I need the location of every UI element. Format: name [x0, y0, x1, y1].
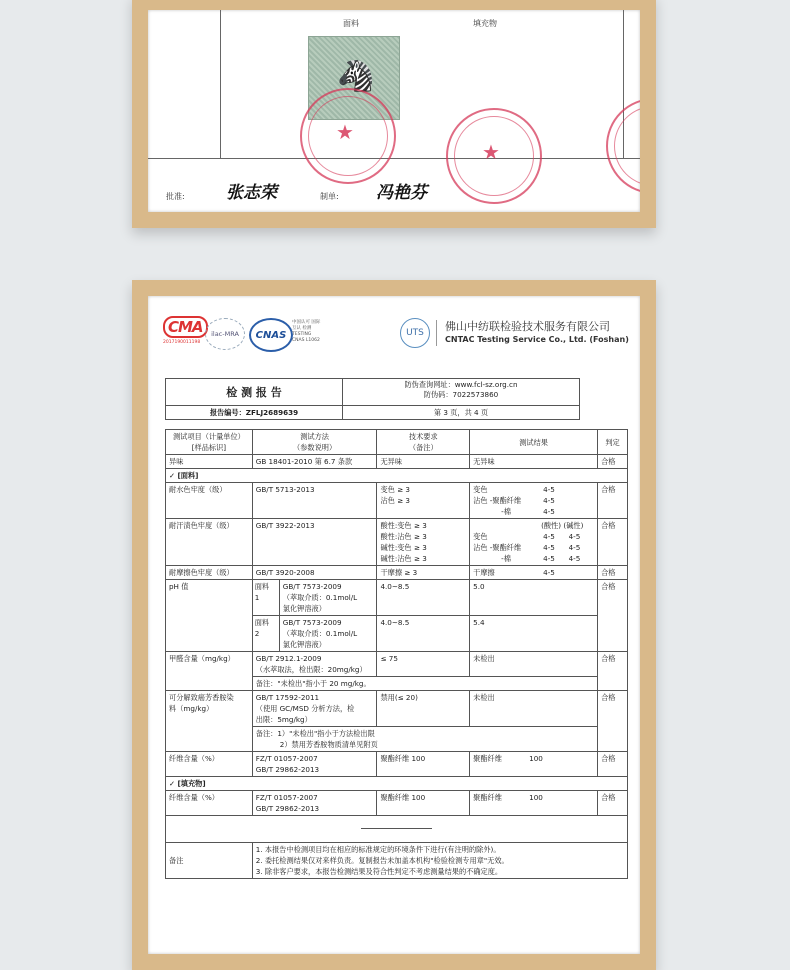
- result-label: -棉: [501, 507, 511, 516]
- row-req: 无异味: [377, 455, 470, 469]
- table-row: [166, 455, 628, 469]
- table-row: [166, 752, 628, 777]
- result-head: (酸性) (碱性): [541, 521, 584, 530]
- prepare-signature: 冯艳芬: [376, 183, 427, 203]
- req-line: 沾色 ≥ 3: [380, 496, 410, 505]
- sample-number: 1: [254, 593, 260, 602]
- row-method: GB/T 29862-2013: [255, 765, 320, 774]
- result-label: 变色: [473, 485, 488, 494]
- org-name-en: CNTAC Testing Service Co., Ltd. (Foshan): [445, 335, 629, 344]
- report-title-block: [165, 378, 580, 420]
- req-line: 碱性:沾色 ≥ 3: [380, 554, 427, 563]
- row-item: 耐水色牢度（级）: [166, 483, 253, 519]
- row-result: 未检出: [470, 691, 598, 727]
- row-note: 备注："未检出"指小于 20 mg/kg。: [252, 677, 597, 691]
- ilac-label: ilac-MRA: [211, 330, 239, 338]
- row-judge: 合格: [598, 752, 628, 777]
- report-frame: [132, 280, 656, 970]
- row-judge: 合格: [598, 580, 628, 652]
- table-row: [166, 566, 628, 580]
- row-item: 甲醛含量（mg/kg）: [166, 652, 253, 691]
- row-item: 料（mg/kg）: [169, 704, 214, 713]
- filling-section-label: ✓ [填充物]: [166, 777, 628, 791]
- row-req: ≤ 75: [377, 652, 470, 677]
- method-param: 氯化钾溶液）: [282, 604, 326, 613]
- page-indicator: 第 3 页，共 4 页: [343, 406, 580, 420]
- row-judge: 合格: [598, 483, 628, 519]
- section-row: [166, 777, 628, 791]
- method-param: （水萃取法，检出限：20mg/kg）: [255, 665, 367, 674]
- result-label: 变色: [473, 532, 488, 541]
- result-value: 4-5: [543, 507, 555, 516]
- spacer-row: [166, 816, 628, 843]
- remark-line: 3. 除非客户要求，本报告检测结果及符合性判定不考虑测量结果的不确定度。: [255, 867, 503, 876]
- result-value: 100: [529, 793, 543, 802]
- table-row: [166, 483, 628, 519]
- top-paper: [148, 10, 640, 212]
- uts-logo: UTS: [400, 318, 430, 348]
- col-result: 测试结果: [470, 430, 598, 455]
- report-number: 报告编号：ZFLJ2689639: [166, 406, 343, 420]
- row-method: GB 18401-2010 第 6.7 条款: [252, 455, 377, 469]
- inspection-stamp-1: [300, 88, 396, 184]
- row-req: 干摩擦 ≥ 3: [377, 566, 470, 580]
- col-filling-label: 填充物: [473, 19, 497, 28]
- result-value: 4-5: [543, 568, 555, 577]
- inspection-stamp-2: [446, 108, 542, 204]
- star-icon: ★: [336, 120, 354, 144]
- col-item-sub: [样品标识]: [191, 443, 227, 452]
- row-item: 纤维含量（%）: [166, 752, 253, 777]
- row-result: 无异味: [470, 455, 598, 469]
- row-method: GB/T 5713-2013: [252, 483, 377, 519]
- prepare-label: 制单:: [320, 192, 339, 201]
- fabric-section-label: ✓ [面料]: [166, 469, 628, 483]
- col-req: 技术要求: [408, 432, 438, 441]
- result-label: 沾色 -聚酯纤维: [473, 543, 522, 552]
- sample-label: 面料: [254, 582, 270, 591]
- section-row: [166, 469, 628, 483]
- ilac-logo: [205, 318, 245, 350]
- col-req-sub: （备注）: [408, 443, 438, 452]
- remarks-label: 备注: [166, 843, 253, 879]
- sample-label: 面料: [254, 618, 270, 627]
- zebra-print-icon: 🦓: [337, 59, 375, 94]
- row-req: 聚酯纤维 100: [377, 752, 470, 777]
- row-judge: 合格: [598, 519, 628, 566]
- row-result: 5.0: [470, 580, 598, 616]
- row-note: 备注：1）"未检出"指小于方法检出限: [255, 729, 375, 738]
- table-row: [166, 791, 628, 816]
- row-method: GB/T 17592-2011: [255, 693, 320, 702]
- inspection-stamp-3: [606, 98, 640, 194]
- col-method-sub: （参数说明）: [293, 443, 337, 452]
- row-method: FZ/T 01057-2007: [255, 754, 318, 763]
- col-method: 测试方法: [300, 432, 329, 441]
- row-item: 异味: [166, 455, 253, 469]
- row-judge: 合格: [598, 566, 628, 580]
- row-judge: 合格: [598, 652, 628, 691]
- result-value: 4-5 4-5: [543, 543, 581, 552]
- remarks-row: [166, 843, 628, 879]
- result-value: 4-5 4-5: [543, 554, 581, 563]
- row-method: GB/T 2912.1-2009: [255, 654, 322, 663]
- method-param: （萃取介质：0.1mol/L: [282, 629, 358, 638]
- col-fabric-label: 面料: [343, 19, 359, 28]
- end-line: [361, 828, 432, 829]
- row-req: 聚酯纤维 100: [377, 791, 470, 816]
- result-label: 聚酯纤维: [473, 793, 502, 802]
- result-label: 沾色 -聚酯纤维: [473, 496, 522, 505]
- req-line: 酸性:沾色 ≥ 3: [380, 532, 427, 541]
- report-paper: [148, 296, 640, 954]
- row-method: GB/T 7573-2009: [282, 582, 342, 591]
- req-line: 酸性:变色 ≥ 3: [380, 521, 427, 530]
- result-value: 4-5 4-5: [543, 532, 581, 541]
- remark-line: 1. 本报告中检测项目均在相应的标准规定的环境条件下进行(有注明的除外)。: [255, 845, 501, 854]
- row-judge: 合格: [598, 691, 628, 752]
- row-item: 耐汗渍色牢度（级）: [166, 519, 253, 566]
- top-divider-left: [220, 10, 221, 158]
- result-value: 4-5: [543, 485, 555, 494]
- row-item: 可分解致癌芳香胺染: [169, 693, 234, 702]
- org-name-cn: 佛山中纺联检验技术服务有限公司: [445, 320, 610, 333]
- row-judge: 合格: [598, 455, 628, 469]
- method-param: （使用 GC/MSD 分析方法，检: [255, 704, 355, 713]
- logo-divider: [436, 320, 437, 346]
- result-value: 4-5: [543, 496, 555, 505]
- verify-website: 防伪查询网址：www.fcl-sz.org.cn: [404, 380, 518, 389]
- top-frame: [132, 0, 656, 228]
- row-req: 4.0~8.5: [377, 580, 470, 616]
- method-param: （萃取介质：0.1mol/L: [282, 593, 358, 602]
- row-req: 禁用(≤ 20): [377, 691, 470, 727]
- col-judge: 判定: [598, 430, 628, 455]
- col-item: 测试项目（计量单位）: [172, 432, 245, 441]
- row-item: pH 值: [166, 580, 253, 652]
- row-req: 4.0~8.5: [377, 616, 470, 652]
- cma-logo: [163, 316, 208, 345]
- cma-mark: CMA: [163, 316, 208, 338]
- results-table: [165, 429, 628, 879]
- report-title: 检 测 报 告: [166, 379, 343, 406]
- req-line: 碱性:变色 ≥ 3: [380, 543, 427, 552]
- row-method: GB/T 3920-2008: [252, 566, 377, 580]
- row-item: 纤维含量（%）: [166, 791, 253, 816]
- row-note: 2）禁用芳香胺物质清单见附页: [279, 740, 378, 749]
- row-judge: 合格: [598, 791, 628, 816]
- row-result: 未检出: [470, 652, 598, 677]
- table-row: [166, 652, 628, 677]
- result-value: 100: [529, 754, 543, 763]
- approve-signature: 张志荣: [226, 183, 277, 203]
- result-label: 聚酯纤维: [473, 754, 502, 763]
- table-row: [166, 580, 628, 616]
- cnas-text: 中国认可 国际互认 检测 TESTING CNAS L1062: [292, 320, 321, 343]
- cma-number: 2017190011198: [163, 340, 201, 345]
- row-method: GB/T 7573-2009: [282, 618, 342, 627]
- method-param: 氯化钾溶液）: [282, 640, 326, 649]
- row-method: FZ/T 01057-2007: [255, 793, 318, 802]
- cnas-label: CNAS: [255, 329, 287, 341]
- row-result: 5.4: [470, 616, 598, 652]
- star-icon: ★: [482, 140, 500, 164]
- row-item: 耐摩擦色牢度（级）: [166, 566, 253, 580]
- approve-label: 批准:: [166, 192, 185, 201]
- row-method: GB/T 3922-2013: [252, 519, 377, 566]
- table-row: [166, 691, 628, 727]
- sample-number: 2: [254, 629, 260, 638]
- top-divider-bottom: [148, 158, 640, 159]
- result-label: 干摩擦: [473, 568, 495, 577]
- verify-code: 防伪码：7022573860: [423, 390, 499, 399]
- result-label: -棉: [501, 554, 511, 563]
- row-method: GB/T 29862-2013: [255, 804, 320, 813]
- table-row: [166, 519, 628, 566]
- table-header-row: [166, 430, 628, 455]
- req-line: 变色 ≥ 3: [380, 485, 410, 494]
- cnas-logo: [249, 318, 293, 352]
- remark-line: 2. 委托检测结果仅对来样负责。复制报告未加盖本机构"检验检测专用章"无效。: [255, 856, 509, 865]
- method-param: 出限：5mg/kg）: [255, 715, 312, 724]
